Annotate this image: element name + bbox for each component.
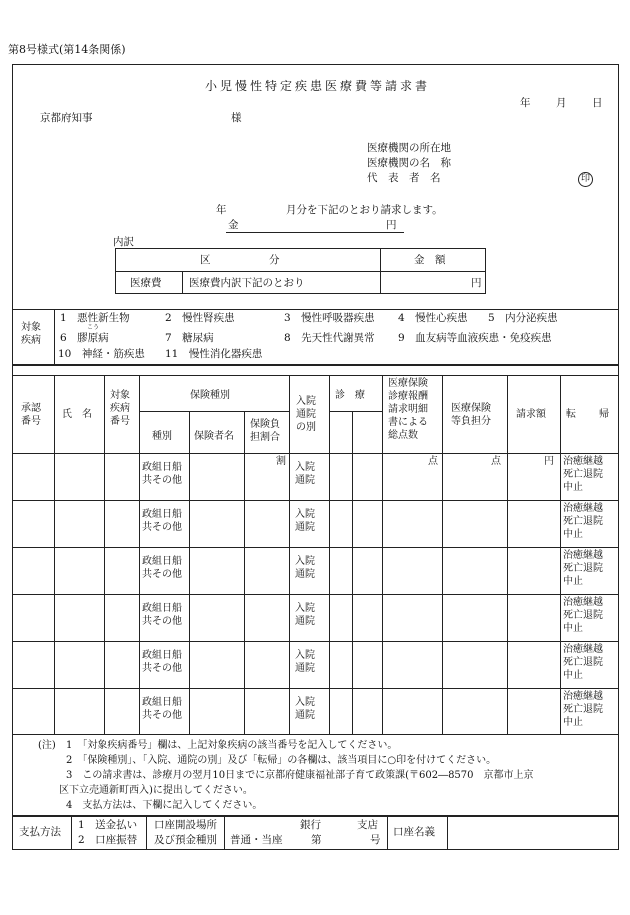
disease-item-8: 8 先天性代謝異常 [284, 332, 375, 344]
disease-item-2: 2 慢性腎疾患 [165, 312, 235, 324]
row-4-inpatient: 入院 通院 [295, 603, 315, 627]
grid-line [442, 375, 443, 735]
row-5-inpatient: 入院 通院 [295, 650, 315, 674]
treatment-subheader-line [329, 411, 382, 412]
grid-line [54, 375, 55, 735]
note-line-2: 2 「保険種別」、「入院、通院の別」及び「転帰」の各欄は、該当項目に○印を付けてください。 [66, 755, 497, 766]
account-type-options[interactable]: 普通・当座 [230, 834, 283, 846]
note-line-3b: 区下立売通新町西入)に提出してください。 [59, 785, 253, 796]
disease-ruby: こう [87, 324, 100, 331]
row-divider [12, 500, 619, 501]
disease-item-9: 9 血友病等血液疾患・免疫疾患 [398, 332, 552, 344]
note-line-1: 1 「対象疾病番号」欄は、上記対象疾病の該当番号を記入してください。 [66, 740, 398, 751]
branch-label: 支店 [357, 819, 378, 831]
row-2-kind: 政組日船 共その他 [142, 509, 182, 533]
row-1-claim-unit: 円 [544, 456, 554, 467]
header-approval-no: 承認 番号 [21, 403, 41, 427]
breakdown-col-category: 区 分 [200, 254, 281, 266]
header-insurance-type: 保険種別 [190, 390, 230, 401]
header-insurance-burden: 医療保険 等負担分 [451, 403, 491, 427]
institution-address-label: 医療機関の所在地 [367, 142, 451, 154]
row-divider [12, 547, 619, 548]
header-outcome: 転 帰 [566, 409, 610, 420]
header-kind: 種別 [152, 431, 172, 442]
date-year: 年 [520, 97, 531, 109]
disease-item-7: 7 糖尿病 [165, 332, 214, 344]
row-6-outcome: 治癒継越 死亡退院 中止 [563, 691, 603, 728]
note-line-4: 4 支払方法は、下欄に記入してください。 [66, 800, 263, 811]
row-1-kind: 政組日船 共その他 [142, 462, 182, 486]
breakdown-row-unit: 円 [471, 277, 482, 289]
institution-rep-label: 代 表 者 名 [367, 172, 441, 184]
header-disease-no: 対象 疾病 番号 [110, 390, 130, 427]
disease-item-1: 1 悪性新生物 [60, 312, 130, 324]
grid-line [139, 375, 140, 735]
header-inpatient: 入院 通院 の別 [296, 396, 316, 433]
header-burden-ratio: 保険負 担割合 [250, 419, 280, 443]
row-divider [12, 688, 619, 689]
grid-line [352, 411, 353, 735]
grid-line [382, 375, 383, 735]
header-treatment: 診 療 [335, 390, 365, 401]
note-line-3: 3 この請求書は、診療月の翌月10日までに京都府健康福祉部子育て政策課(〒602―8570 京都市上京 [66, 770, 534, 781]
row-1-inpatient: 入院 通院 [295, 462, 315, 486]
date-month: 月 [556, 97, 567, 109]
row-3-kind: 政組日船 共その他 [142, 556, 182, 580]
payment-option-1[interactable]: 1 送金払い [78, 819, 138, 831]
amount-underline [226, 232, 404, 233]
breakdown-label: 内訳 [113, 236, 134, 248]
amount-unit: 円 [386, 219, 397, 231]
disease-item-6: 6 膠原病 [60, 332, 109, 344]
grid-line [560, 375, 561, 735]
breakdown-row-label: 医療費 [130, 277, 162, 289]
grid-line [289, 375, 290, 735]
seal-mark: 印 [578, 172, 593, 187]
header-points: 医療保険 診療報酬 請求明細 書による 総点数 [388, 378, 428, 441]
institution-name-label: 医療機関の名 称 [367, 157, 451, 169]
request-year: 年 [216, 204, 227, 216]
form-label: 第8号様式(第14条関係) [8, 43, 126, 56]
breakdown-row-desc: 医療費内訳下記のとおり [189, 277, 305, 289]
disease-item-10: 10 神経・筋疾患 [58, 348, 145, 360]
date-day: 日 [592, 97, 603, 109]
header-claim-amount: 請求額 [516, 409, 546, 420]
row-1-points-unit: 点 [428, 456, 438, 467]
breakdown-col-amount: 金 額 [414, 254, 446, 266]
row-4-outcome: 治癒継越 死亡退院 中止 [563, 597, 603, 634]
grid-line [507, 375, 508, 735]
payment-label: 支払方法 [19, 826, 61, 838]
grid-line [244, 411, 245, 735]
row-2-outcome: 治癒継越 死亡退院 中止 [563, 503, 603, 540]
row-3-inpatient: 入院 通院 [295, 556, 315, 580]
row-1-burden-point-unit: 点 [491, 456, 501, 467]
row-4-kind: 政組日船 共その他 [142, 603, 182, 627]
row-divider [12, 641, 619, 642]
grid-line [329, 375, 330, 735]
row-3-outcome: 治癒継越 死亡退院 中止 [563, 550, 603, 587]
account-number-suffix: 号 [370, 834, 381, 846]
row-1-outcome: 治癒継越 死亡退院 中止 [563, 456, 603, 493]
addressee-sama: 様 [231, 112, 242, 124]
request-text: 月分を下記のとおり請求します。 [286, 204, 443, 216]
row-2-inpatient: 入院 通院 [295, 509, 315, 533]
row-6-inpatient: 入院 通院 [295, 697, 315, 721]
form-title: 小児慢性特定疾患医療費等請求書 [205, 79, 431, 93]
grid-line [104, 375, 105, 735]
header-name: 氏 名 [62, 409, 92, 420]
disease-item-11: 11 慢性消化器疾患 [165, 348, 263, 360]
addressee-name: 京都府知事 [40, 112, 93, 124]
bank-place-label-2: 及び預金種別 [154, 834, 217, 846]
row-5-outcome: 治癒継越 死亡退院 中止 [563, 644, 603, 681]
header-insurer: 保険者名 [194, 431, 234, 442]
payment-option-2[interactable]: 2 口座振替 [78, 834, 138, 846]
grid-line [189, 411, 190, 735]
row-divider [12, 594, 619, 595]
amount-prefix: 金 [228, 219, 239, 231]
disease-item-4: 4 慢性心疾患 [398, 312, 468, 324]
insurance-subheader-line [139, 411, 289, 412]
row-5-kind: 政組日船 共その他 [142, 650, 182, 674]
row-1-burden-unit: 割 [276, 456, 286, 467]
disease-item-5: 5 内分泌疾患 [488, 312, 558, 324]
notes-label: (注) [38, 740, 56, 751]
disease-item-3: 3 慢性呼吸器疾患 [284, 312, 375, 324]
bank-place-label-1: 口座開設場所 [154, 819, 217, 831]
account-holder-label: 口座名義 [393, 826, 435, 838]
diseases-label: 対象 疾病 [21, 322, 41, 346]
row-6-kind: 政組日船 共その他 [142, 697, 182, 721]
bank-label: 銀行 [300, 819, 321, 831]
account-number-prefix: 第 [311, 834, 322, 846]
